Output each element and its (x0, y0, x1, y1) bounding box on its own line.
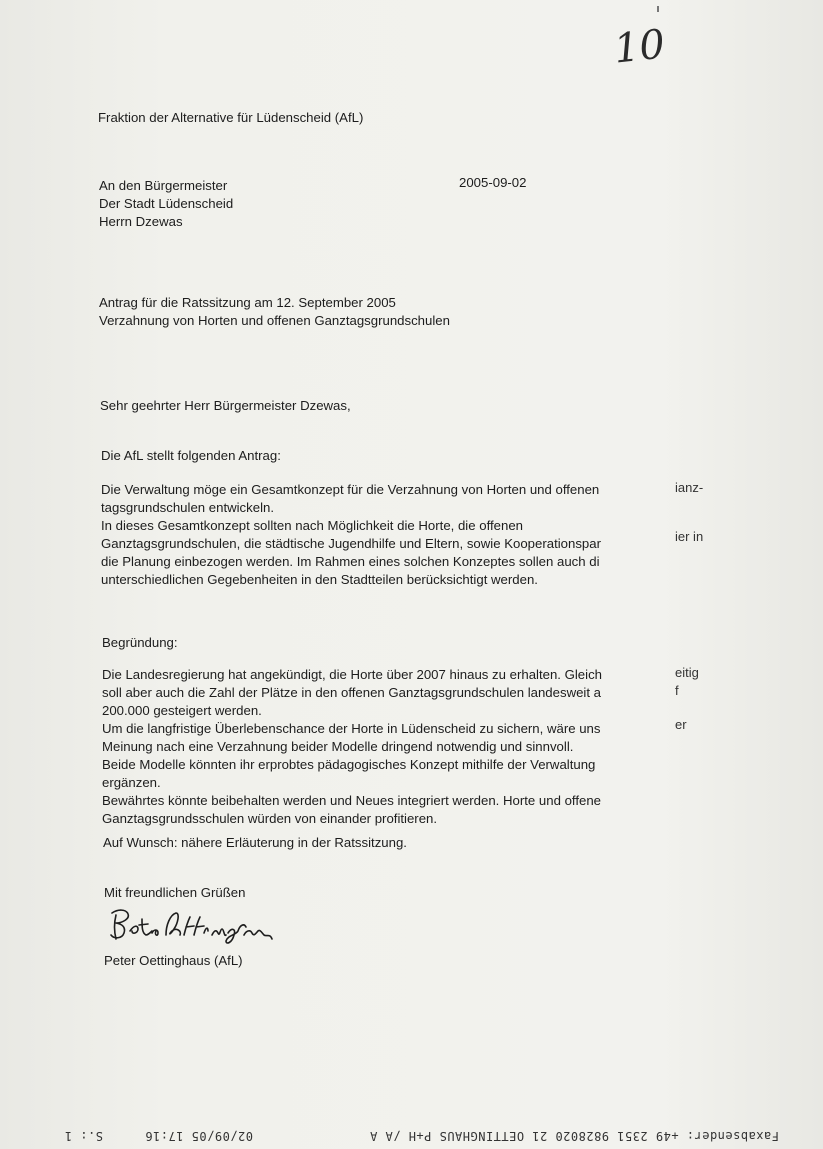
cut-off-fragment: eitig (675, 665, 699, 680)
begruendung-line: Meinung nach eine Verzahnung beider Modelle dringend notwendig und sinnvoll. (102, 739, 574, 754)
salutation: Sehr geehrter Herr Bürgermeister Dzewas, (100, 398, 351, 413)
antrag-line: Die Verwaltung möge ein Gesamtkonzept für die Verzahnung von Horten und offenen (101, 482, 600, 497)
cut-off-fragment: ier in (675, 529, 704, 544)
begruendung-line: ergänzen. (102, 775, 161, 790)
subject-block (99, 294, 450, 330)
begruendung-line: Bewährtes könnte beibehalten werden und Neues integriert werden. Horte und offene (102, 793, 602, 808)
subject-line: Verzahnung von Horten und offenen Ganztagsgrundschulen (99, 313, 450, 328)
handwritten-page-number: 10 (611, 21, 668, 73)
begruendung-paragraph (102, 666, 602, 828)
fax-timestamp: 02/09/05 17:16 (144, 1129, 253, 1143)
antrag-line: Ganztagsgrundschulen, die städtische Jugendhilfe und Eltern, sowie Kooperationspar (101, 536, 601, 551)
cut-off-fragment: ianz- (675, 480, 704, 495)
cut-off-fragment: f (675, 683, 679, 698)
begruendung-line: 200.000 gesteigert werden. (102, 703, 262, 718)
recipient-line: Herrn Dzewas (99, 214, 183, 229)
signature-name: Peter Oettinghaus (AfL) (104, 953, 243, 968)
antrag-line: die Planung einbezogen werden. Im Rahmen eines solchen Konzeptes sollen auch di (101, 554, 600, 569)
antrag-line: tagsgrundschulen entwickeln. (101, 500, 275, 515)
begruendung-line: Beide Modelle könnten ihr erprobtes pädagogisches Konzept mithilfe der Verwaltung (102, 757, 596, 772)
begruendung-line: soll aber auch die Zahl der Plätze in den offenen Ganztagsgrundschulen landesweit a (102, 685, 602, 700)
closing-note: Auf Wunsch: nähere Erläuterung in der Ratssitzung. (103, 835, 407, 850)
antrag-line: In dieses Gesamtkonzept sollten nach Möglichkeit die Horte, die offenen (101, 518, 523, 533)
sender-line: Fraktion der Alternative für Lüdenscheid (AfL) (98, 110, 364, 125)
fax-header-line (0, 1124, 823, 1146)
subject-line: Antrag für die Ratssitzung am 12. September 2005 (99, 295, 396, 310)
handwritten-signature (108, 905, 278, 949)
recipient-block (99, 177, 233, 231)
antrag-line: unterschiedlichen Gegebenheiten in den Stadtteilen berücksichtigt werden. (101, 572, 538, 587)
recipient-line: Der Stadt Lüdenscheid (99, 196, 234, 211)
begruendung-line: Um die langfristige Überlebenschance der Horte in Lüdenscheid zu sichern, wäre uns (102, 721, 601, 736)
letter-date: 2005-09-02 (459, 175, 527, 190)
antrag-paragraph (101, 481, 601, 589)
scan-mark (657, 6, 659, 12)
begruendung-line: Ganztagsgrundsschulen würden von einander profitieren. (102, 811, 438, 826)
intro-line: Die AfL stellt folgenden Antrag: (101, 448, 281, 463)
greeting: Mit freundlichen Grüßen (104, 885, 246, 900)
begruendung-line: Die Landesregierung hat angekündigt, die Horte über 2007 hinaus zu erhalten. Gleich (102, 667, 602, 682)
fax-sender: Faxabsender: +49 2351 9828020 21 OETTINGHAUS P+H /A A (369, 1129, 779, 1143)
fax-page-count: S.: 1 (64, 1129, 103, 1143)
recipient-line: An den Bürgermeister (99, 178, 228, 193)
cut-off-fragment: er (675, 717, 687, 732)
begruendung-heading: Begründung: (102, 635, 178, 650)
